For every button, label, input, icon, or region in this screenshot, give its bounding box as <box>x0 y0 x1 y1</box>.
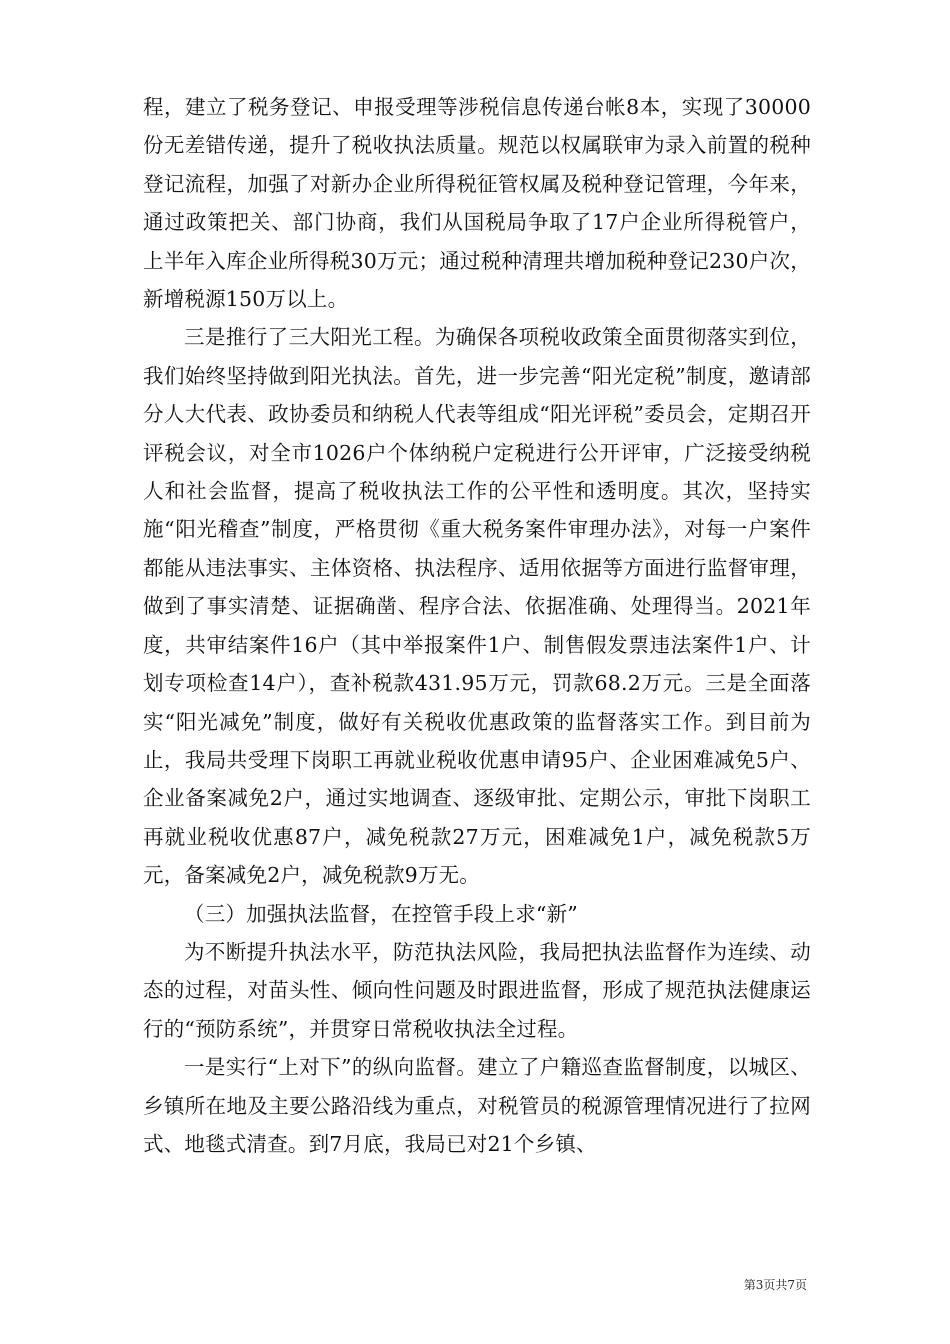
section-heading-supervision: （三）加强执法监督，在控管手段上求“新” <box>184 901 578 926</box>
paragraph-sunshine-projects: 三是推行了三大阳光工程。为确保各项税收政策全面贯彻落实到位，我们始终坚持做到阳光执法。首先，进一步完善“阳光定税”制度，邀请部分人大代表、政协委员和纳税人代表等组成“阳光评税”委员会，定期召开评税会议，对全市1026户个体纳税户定税进行公开评审，广泛接受纳税人和社会监督，提高了税收执法工作的公平性和透明度。其次，坚持实施“阳光稽查”制度，严格贯彻《重大税务案件审理办法》，对每一户案件都能从违法事实、主体资格、执法程序、适用依据等方面进行监督审理，做到了事实清楚、证据确凿、程序合法、依据准确、处理得当。2021年度，共审结案件16户（其中举报案件1户、制售假发票违法案件1户、计划专项检查14户），查补税款431.95万元，罚款68.2万元。三是全面落实“阳光减免”制度，做好有关税收优惠政策的监督落实工作。到目前为止，我局共受理下岗职工再就业税收优惠申请95户、企业困难减免5户、企业备案减免2户，通过实地调查、逐级审批、定期公示，审批下岗职工再就业税收优惠87户，减免税款27万元，困难减免1户，减免税款5万元，备案减免2户，减免税款9万无。 <box>143 325 811 888</box>
paragraph-tax-registration: 程，建立了税务登记、申报受理等涉税信息传递台帐8本，实现了30000份无差错传递，提升了税收执法质量。规范以权属联审为录入前置的税种登记流程，加强了对新办企业所得税征管权属及税种登记管理，今年来，通过政策把关、部门协商，我们从国税局争取了17户企业所得税管户，上半年入库企业所得税30万元；通过税种清理共增加税种登记230户次，新增税源150万以上。 <box>143 95 811 312</box>
paragraph-vertical-supervision: 一是实行“上对下”的纵向监督。建立了户籍巡查监督制度，以城区、乡镇所在地及主要公路沿线为重点，对税管员的税源管理情况进行了拉网式、地毯式清查。到7月底，我局已对21个乡镇、 <box>143 1055 811 1156</box>
paragraph-supervision-intro: 为不断提升执法水平，防范执法风险，我局把执法监督作为连续、动态的过程，对苗头性、倾向性问题及时跟进监督，形成了规范执法健康运行的“预防系统”，并贯穿日常税收执法全过程。 <box>143 939 811 1041</box>
document-body <box>143 88 811 1163</box>
page-number: 第3页共7页 <box>743 1278 807 1292</box>
